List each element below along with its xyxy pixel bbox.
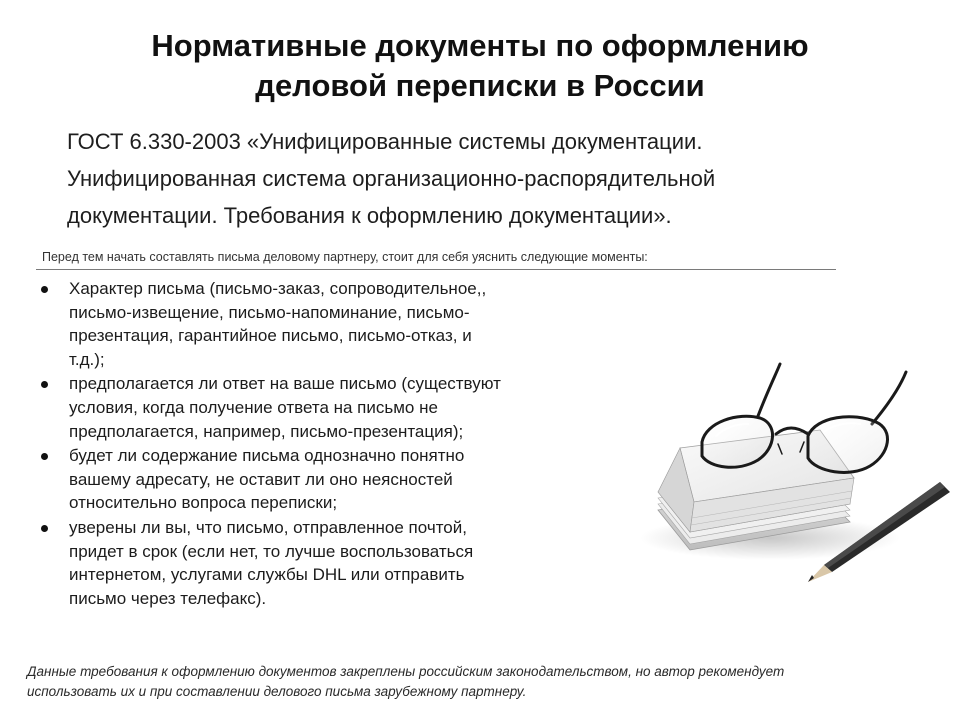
list-item-line: письмо-извещение, письмо-напоминание, письмо- bbox=[69, 302, 470, 322]
list-item-line: будет ли содержание письма однозначно понятно bbox=[69, 446, 465, 466]
bullet-list bbox=[38, 277, 598, 611]
gost-line-1: ГОСТ 6.330-2003 «Унифицированные системы документации. bbox=[67, 129, 703, 154]
bullet-icon bbox=[41, 381, 48, 388]
intro-divider bbox=[36, 269, 836, 270]
list-item bbox=[38, 277, 598, 371]
footer-note bbox=[27, 662, 937, 702]
gost-reference bbox=[67, 123, 887, 234]
list-item bbox=[38, 516, 598, 610]
list-item-line: вашему адресату, не оставит ли оно неясностей bbox=[69, 469, 453, 489]
list-item-line: предполагается ли ответ на ваше письмо (существуют bbox=[69, 374, 501, 394]
list-item-line: придет в срок (если нет, то лучше воспользоваться bbox=[69, 541, 474, 561]
bullet-icon bbox=[41, 286, 48, 293]
list-item bbox=[38, 372, 598, 443]
list-item-line: презентация, гарантийное письмо, письмо-отказ, и bbox=[69, 326, 472, 346]
notepad-glasses-pencil-illustration bbox=[640, 360, 960, 590]
gost-line-3: документации. Требования к оформлению документации». bbox=[67, 203, 672, 228]
list-item-line: т.д.); bbox=[69, 349, 105, 369]
slide-title bbox=[40, 26, 920, 106]
intro-text: Перед тем начать составлять письма деловому партнеру, стоит для себя уяснить следующие моменты: bbox=[42, 250, 648, 264]
list-item bbox=[38, 444, 598, 515]
footer-note-line-2: использовать их и при составлении делового письма зарубежному партнеру. bbox=[27, 684, 527, 699]
footer-note-line-1: Данные требования к оформлению документов закреплены российским законодательством, но автор рекомендует bbox=[27, 664, 785, 679]
bullet-icon bbox=[41, 453, 48, 460]
slide-title-line-2: деловой переписки в России bbox=[255, 68, 705, 103]
list-item-line: уверены ли вы, что письмо, отправленное почтой, bbox=[69, 517, 467, 537]
gost-line-2: Унифицированная система организационно-распорядительной bbox=[67, 166, 716, 191]
list-item-line: относительно вопроса переписки; bbox=[69, 493, 338, 513]
list-item-line: предполагается, например, письмо-презентация); bbox=[69, 421, 464, 441]
list-item-line: условия, когда получение ответа на письмо не bbox=[69, 397, 438, 417]
list-item-line: Характер письма (письмо-заказ, сопроводительное,, bbox=[69, 279, 487, 298]
bullet-icon bbox=[41, 525, 48, 532]
slide-title-line-1: Нормативные документы по оформлению bbox=[151, 28, 809, 63]
list-item-line: интернетом, услугами службы DHL или отправить bbox=[69, 565, 465, 585]
list-item-line: письмо через телефакс). bbox=[69, 588, 267, 608]
